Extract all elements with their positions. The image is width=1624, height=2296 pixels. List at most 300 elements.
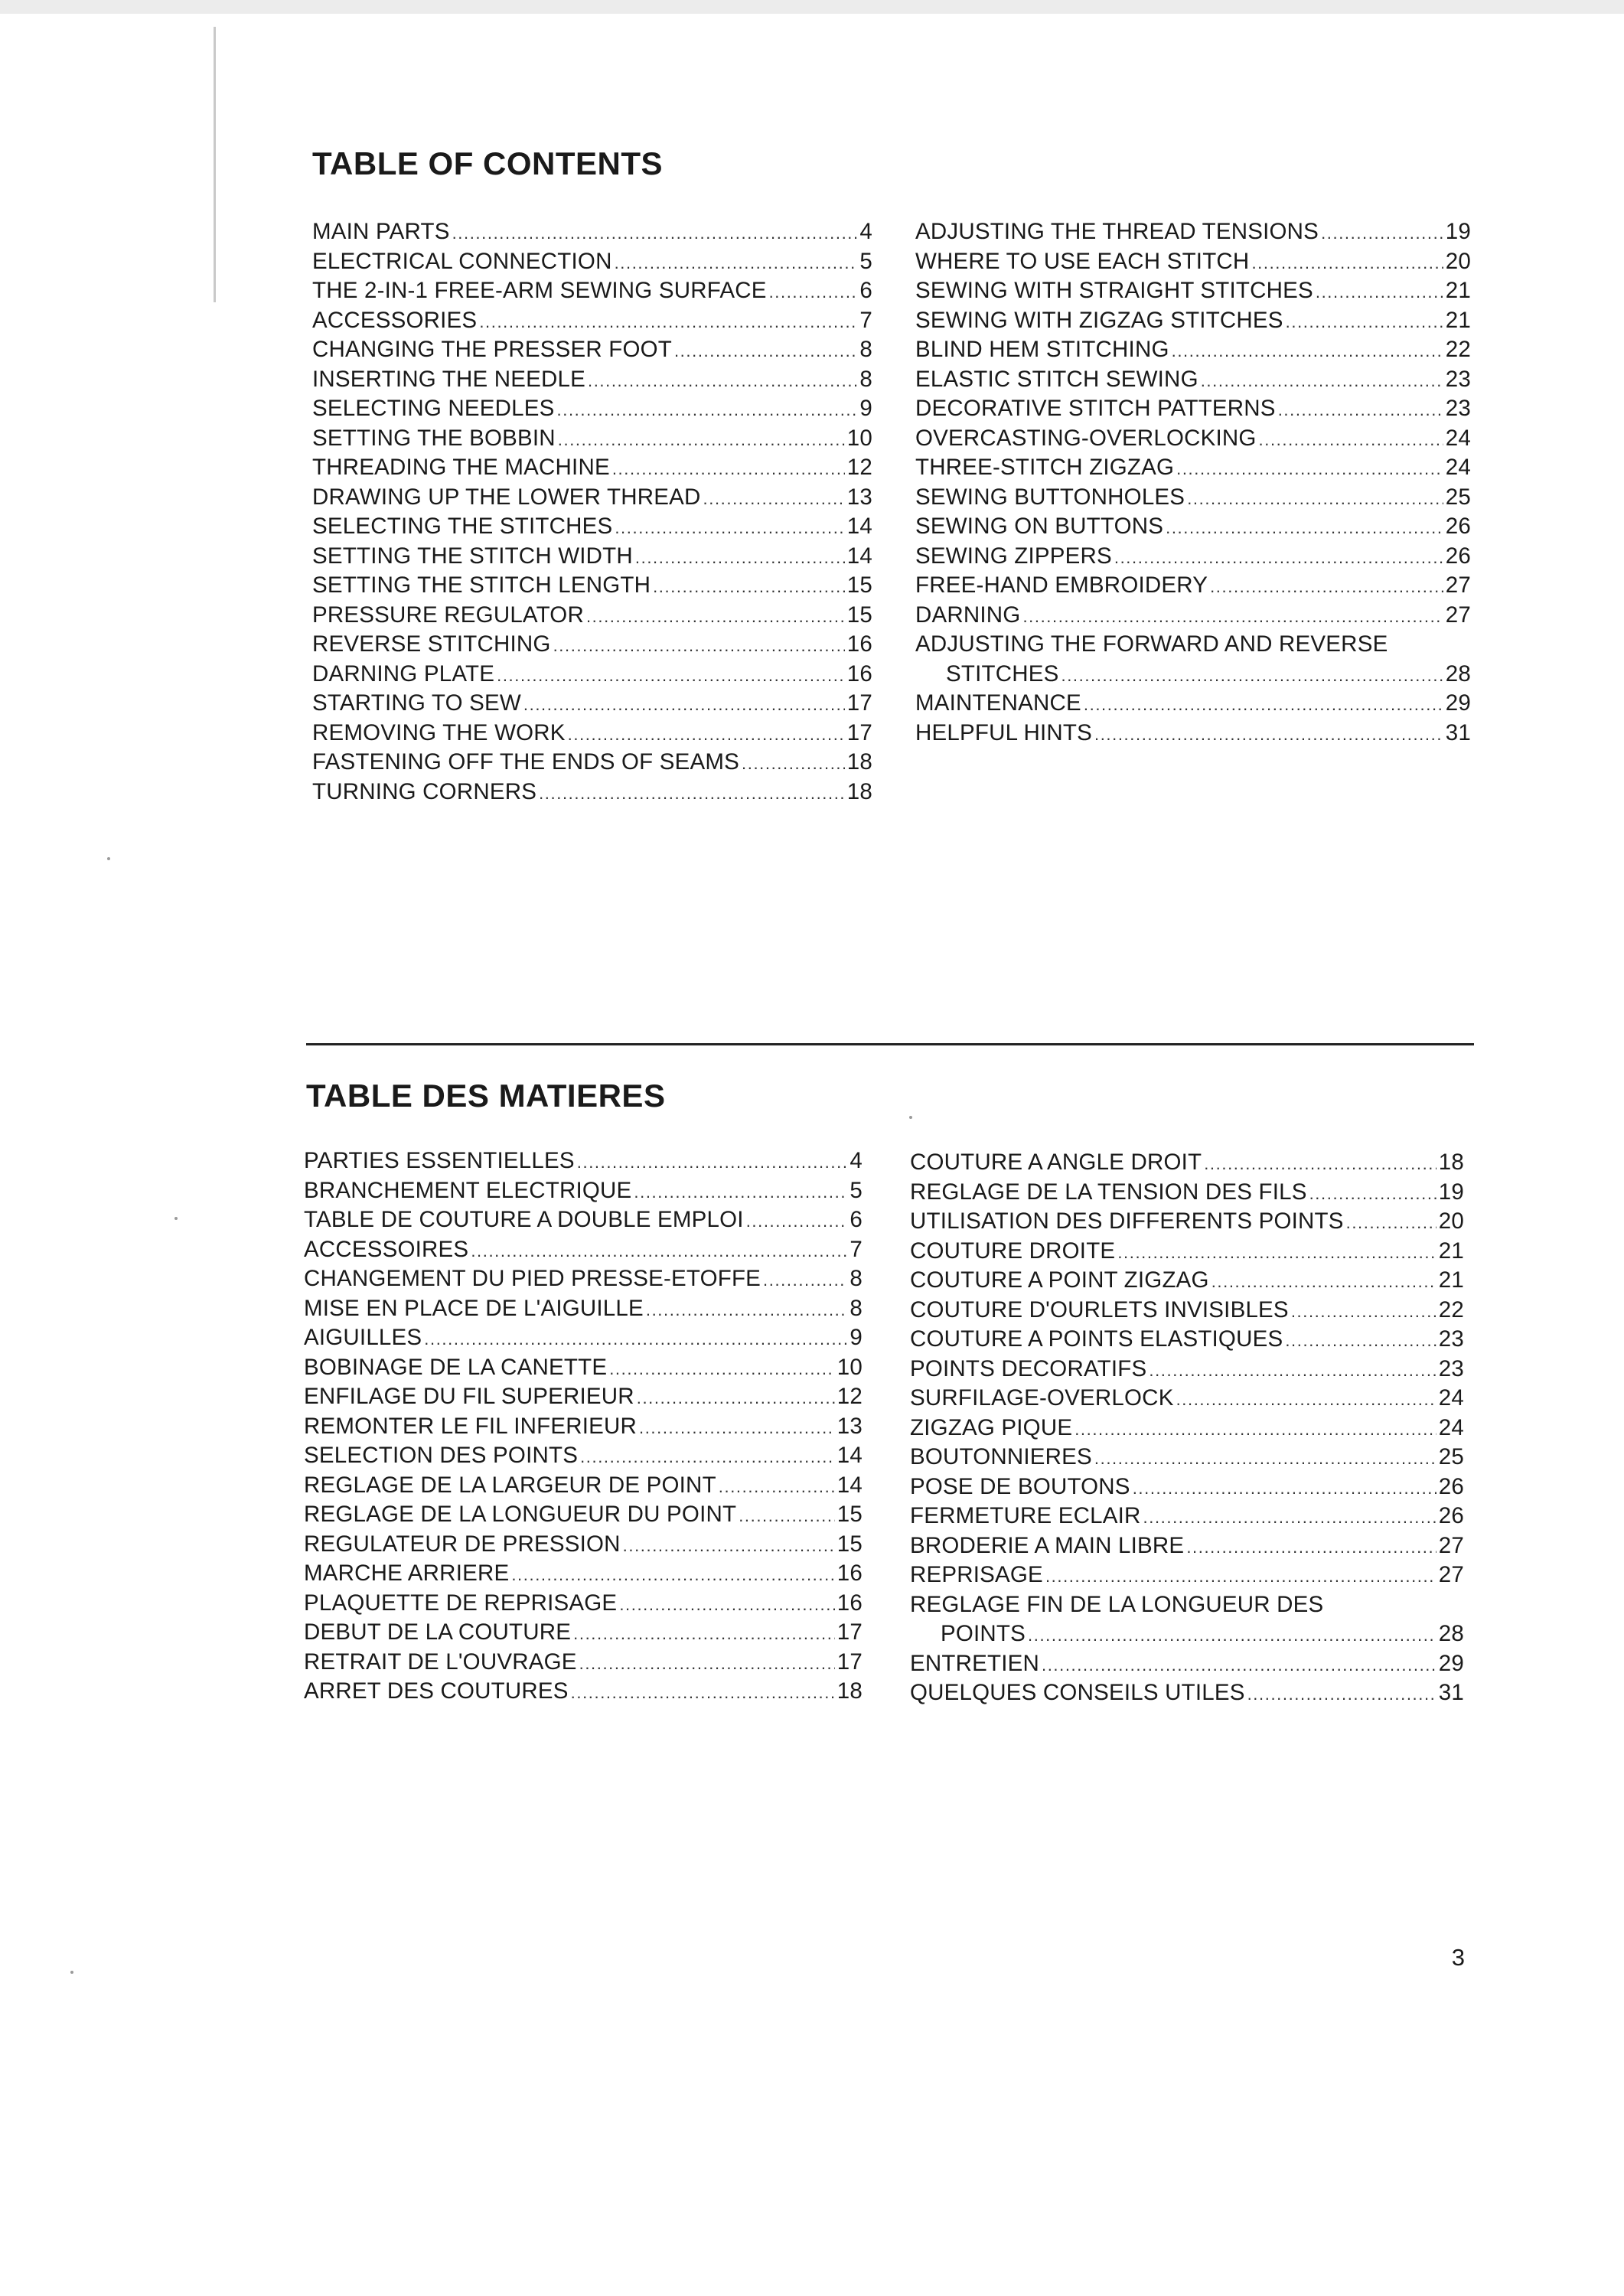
- toc-entry: [304, 1323, 863, 1353]
- dot-leader: [1278, 394, 1443, 424]
- dot-leader: [1133, 1473, 1436, 1502]
- english-toc-left-column: [312, 217, 872, 807]
- toc-entry: [312, 365, 872, 395]
- toc-entry: [910, 1414, 1464, 1443]
- toc-entry: [915, 365, 1471, 395]
- toc-entry-title: DARNING: [915, 602, 1021, 628]
- toc-entry-page: 26: [1445, 514, 1471, 539]
- toc-entry-title: COUTURE DROITE: [910, 1238, 1116, 1264]
- dot-leader: [452, 217, 858, 247]
- dot-leader: [1149, 1355, 1436, 1384]
- toc-entry-title: FERMETURE ECLAIR: [910, 1503, 1141, 1528]
- toc-entry-title: THE 2-IN-1 FREE-ARM SEWING SURFACE: [312, 278, 767, 303]
- toc-entry-title: ACCESSORIES: [312, 307, 478, 333]
- dot-leader: [1346, 1207, 1436, 1237]
- toc-entry-page: 20: [1438, 1208, 1464, 1234]
- toc-entry-title: ADJUSTING THE FORWARD AND REVERSE: [915, 631, 1388, 657]
- toc-entry-title: HELPFUL HINTS: [915, 719, 1092, 745]
- toc-entry-page: 8: [859, 337, 872, 362]
- toc-entry-page: 4: [850, 1148, 863, 1173]
- toc-entry-page: 8: [859, 366, 872, 392]
- toc-entry: [915, 424, 1471, 454]
- toc-entry-page: 8: [850, 1295, 863, 1321]
- dot-leader: [580, 1441, 835, 1471]
- dot-leader: [511, 1559, 834, 1589]
- toc-entry: [312, 335, 872, 365]
- toc-entry: [312, 453, 872, 483]
- toc-entry: [910, 1148, 1464, 1178]
- dot-leader: [739, 1500, 835, 1530]
- toc-entry: [312, 689, 872, 719]
- toc-entry: [910, 1325, 1464, 1355]
- toc-entry-page: 24: [1438, 1414, 1464, 1440]
- toc-entry-title: BRANCHEMENT ELECTRIQUE: [304, 1177, 632, 1203]
- toc-entry-page: 16: [836, 1590, 863, 1616]
- dot-leader: [703, 483, 845, 513]
- dot-leader: [1321, 217, 1443, 247]
- toc-entry-title: REPRISAGE: [910, 1562, 1043, 1587]
- toc-entry-title: MAIN PARTS: [312, 219, 450, 244]
- toc-entry-title: SEWING WITH STRAIGHT STITCHES: [915, 278, 1313, 303]
- toc-entry: [304, 1589, 863, 1619]
- toc-entry: [304, 1412, 863, 1442]
- scan-speck: [909, 1116, 912, 1119]
- toc-entry-page: 26: [1445, 543, 1471, 569]
- dot-leader: [568, 719, 845, 748]
- toc-entry: [910, 1678, 1464, 1708]
- toc-entry-title: REGLAGE DE LA TENSION DES FILS: [910, 1179, 1307, 1205]
- toc-entry-title: FREE-HAND EMBROIDERY: [915, 572, 1208, 598]
- toc-entry-title: SETTING THE STITCH LENGTH: [312, 572, 651, 598]
- dot-leader: [553, 630, 845, 660]
- toc-entry-title: CHANGING THE PRESSER FOOT: [312, 337, 672, 362]
- toc-entry: [910, 1237, 1464, 1267]
- toc-entry-page: 15: [846, 572, 872, 598]
- dot-leader: [719, 1471, 835, 1501]
- toc-entry-page: 14: [836, 1472, 863, 1498]
- toc-entry: [312, 276, 872, 306]
- toc-entry-page: 27: [1445, 602, 1471, 628]
- dot-leader: [1210, 571, 1443, 601]
- toc-entry-page: 16: [846, 631, 872, 657]
- dot-leader: [1186, 1531, 1436, 1561]
- dot-leader: [623, 1530, 835, 1560]
- toc-entry-title: UTILISATION DES DIFFERENTS POINTS: [910, 1208, 1344, 1234]
- toc-entry: [304, 1205, 863, 1235]
- toc-entry: [304, 1353, 863, 1383]
- toc-entry-page: 19: [1438, 1179, 1464, 1205]
- dot-leader: [1251, 247, 1443, 277]
- toc-entry: [304, 1264, 863, 1294]
- toc-entry-title: ZIGZAG PIQUE: [910, 1414, 1073, 1440]
- dot-leader: [573, 1618, 835, 1648]
- toc-entry: [312, 778, 872, 807]
- toc-entry: [915, 542, 1471, 572]
- toc-entry-title: PRESSURE REGULATOR: [312, 602, 584, 628]
- dot-leader: [646, 1294, 848, 1324]
- toc-entry: [910, 1561, 1464, 1590]
- toc-entry-page: 15: [836, 1502, 863, 1527]
- toc-entry-title: FASTENING OFF THE ENDS OF SEAMS: [312, 749, 740, 775]
- toc-entry-page: 21: [1445, 307, 1471, 333]
- toc-entry: [312, 247, 872, 277]
- dot-leader: [1143, 1502, 1436, 1531]
- toc-entry-page: 9: [859, 396, 872, 421]
- dot-leader: [1211, 1266, 1436, 1296]
- toc-entry-title: AIGUILLES: [304, 1325, 422, 1350]
- toc-entry-page: 9: [850, 1325, 863, 1350]
- dot-leader: [1045, 1561, 1436, 1590]
- toc-entry-page: 21: [1438, 1238, 1464, 1264]
- dot-leader: [424, 1323, 847, 1353]
- toc-entry: [304, 1471, 863, 1501]
- toc-entry-page: 13: [836, 1413, 863, 1439]
- toc-entry: [304, 1146, 863, 1176]
- dot-leader: [479, 306, 857, 336]
- toc-entry: [910, 1207, 1464, 1237]
- dot-leader: [1201, 365, 1443, 395]
- toc-entry-page: 20: [1445, 248, 1471, 274]
- toc-entry-title: TABLE DE COUTURE A DOUBLE EMPLOI: [304, 1207, 744, 1232]
- toc-entry-page: 25: [1445, 484, 1471, 510]
- toc-entry-title: INSERTING THE NEEDLE: [312, 366, 585, 392]
- toc-entry-page: 21: [1445, 278, 1471, 303]
- dot-leader: [1247, 1678, 1436, 1708]
- dot-leader: [523, 689, 845, 719]
- toc-entry: [915, 453, 1471, 483]
- dot-leader: [1285, 1325, 1436, 1355]
- toc-entry-title: REGLAGE DE LA LONGUEUR DU POINT: [304, 1502, 737, 1527]
- toc-entry-title: ENFILAGE DU FIL SUPERIEUR: [304, 1384, 634, 1409]
- toc-entry: [910, 1296, 1464, 1326]
- toc-entry: [915, 335, 1471, 365]
- toc-entry: [304, 1441, 863, 1471]
- dot-leader: [571, 1677, 835, 1707]
- dot-leader: [639, 1412, 835, 1442]
- toc-entry: [915, 630, 1471, 660]
- toc-entry: [304, 1500, 863, 1530]
- english-toc-right-column: [915, 217, 1471, 748]
- dot-leader: [1094, 1443, 1436, 1473]
- dot-leader: [1286, 306, 1443, 336]
- dot-leader: [1042, 1649, 1436, 1679]
- toc-entry-title: TURNING CORNERS: [312, 778, 537, 804]
- toc-entry: [312, 424, 872, 454]
- toc-entry-title: MARCHE ARRIERE: [304, 1561, 510, 1586]
- toc-entry: [312, 571, 872, 601]
- toc-entry-page: 18: [1438, 1150, 1464, 1175]
- toc-entry-title: BLIND HEM STITCHING: [915, 337, 1169, 362]
- toc-entry: [312, 542, 872, 572]
- scan-speck: [70, 1971, 73, 1974]
- toc-entry-page: 24: [1438, 1385, 1464, 1411]
- toc-entry: [910, 1384, 1464, 1414]
- toc-entry-page: 15: [846, 602, 872, 628]
- toc-entry: [910, 1355, 1464, 1384]
- dot-leader: [588, 365, 857, 395]
- toc-entry-title: SELECTING NEEDLES: [312, 396, 555, 421]
- toc-entry: [312, 601, 872, 631]
- toc-entry: [910, 1590, 1464, 1620]
- dot-leader: [1309, 1178, 1436, 1208]
- toc-entry: [304, 1618, 863, 1648]
- dot-leader: [1022, 601, 1443, 631]
- toc-entry-title: DEBUT DE LA COUTURE: [304, 1619, 572, 1645]
- toc-entry: [312, 660, 872, 690]
- dot-leader: [615, 512, 844, 542]
- toc-entry-title: SETTING THE BOBBIN: [312, 425, 556, 451]
- binding-shadow: [214, 27, 216, 302]
- toc-entry: [304, 1235, 863, 1265]
- dot-leader: [1084, 689, 1443, 719]
- toc-entry-page: 16: [846, 660, 872, 687]
- toc-entry: [910, 1531, 1464, 1561]
- toc-entry-page: 26: [1438, 1473, 1464, 1499]
- dot-leader: [586, 601, 845, 631]
- toc-entry-page: 15: [836, 1531, 863, 1557]
- toc-entry-page: 8: [850, 1266, 863, 1291]
- page-number: 3: [1451, 1944, 1465, 1971]
- toc-entry-page: 27: [1445, 572, 1471, 598]
- toc-entry-page: 28: [1445, 660, 1471, 687]
- toc-entry: [304, 1530, 863, 1560]
- toc-entry: [312, 306, 872, 336]
- dot-leader: [1061, 660, 1443, 690]
- toc-entry: [304, 1648, 863, 1678]
- toc-entry: [910, 1502, 1464, 1531]
- toc-entry-page: 22: [1438, 1296, 1464, 1322]
- toc-entry-page: 22: [1445, 337, 1471, 362]
- dot-leader: [1172, 335, 1443, 365]
- toc-entry-title: REMOVING THE WORK: [312, 719, 566, 745]
- french-toc-right-column: [910, 1148, 1464, 1708]
- toc-entry: [304, 1677, 863, 1707]
- toc-entry: [312, 483, 872, 513]
- dot-leader: [609, 1353, 835, 1383]
- toc-entry-page: 5: [850, 1177, 863, 1203]
- toc-entry-title: COUTURE D'OURLETS INVISIBLES: [910, 1296, 1289, 1322]
- toc-entry-page: 14: [836, 1443, 863, 1468]
- toc-entry-page: 17: [846, 690, 872, 716]
- toc-entry-page: 13: [846, 484, 872, 510]
- toc-entry-page: 27: [1438, 1532, 1464, 1558]
- toc-entry-page: 17: [836, 1619, 863, 1645]
- toc-entry-page: 7: [850, 1236, 863, 1262]
- toc-entry-title: MAINTENANCE: [915, 690, 1081, 716]
- toc-entry-page: 25: [1438, 1444, 1464, 1469]
- dot-leader: [1187, 483, 1443, 513]
- french-toc-left-column: [304, 1146, 863, 1707]
- toc-entry-title: POINTS: [941, 1621, 1026, 1646]
- dot-leader: [1176, 453, 1443, 483]
- toc-entry-page: 16: [836, 1561, 863, 1586]
- dot-leader: [1259, 424, 1443, 454]
- toc-entry-title: SELECTION DES POINTS: [304, 1443, 579, 1468]
- toc-entry-title: REGLAGE FIN DE LA LONGUEUR DES: [910, 1591, 1324, 1617]
- dot-leader: [471, 1235, 847, 1265]
- toc-entry-title: REMONTER LE FIL INFERIEUR: [304, 1413, 637, 1439]
- toc-entry-title: DRAWING UP THE LOWER THREAD: [312, 484, 701, 510]
- dot-leader: [497, 660, 845, 690]
- dot-leader: [1166, 512, 1443, 542]
- toc-entry-page: 29: [1438, 1650, 1464, 1676]
- toc-entry-page: 23: [1438, 1355, 1464, 1381]
- toc-entry-page: 23: [1445, 396, 1471, 421]
- toc-entry-page: 23: [1445, 366, 1471, 392]
- toc-entry-title: COUTURE A POINTS ELASTIQUES: [910, 1326, 1283, 1352]
- toc-entry-title: COUTURE A POINT ZIGZAG: [910, 1267, 1209, 1293]
- scan-speck: [174, 1217, 178, 1220]
- toc-entry: [910, 1619, 1464, 1649]
- dot-leader: [615, 247, 858, 277]
- dot-leader: [1075, 1414, 1436, 1443]
- toc-entry-title: PLAQUETTE DE REPRISAGE: [304, 1590, 618, 1616]
- dot-leader: [637, 1382, 835, 1412]
- section-divider: [306, 1043, 1474, 1045]
- toc-entry-page: 12: [836, 1384, 863, 1409]
- toc-entry-title: ACCESSOIRES: [304, 1236, 469, 1262]
- toc-entry-title: SEWING BUTTONHOLES: [915, 484, 1185, 510]
- toc-entry-title: THREADING THE MACHINE: [312, 455, 610, 480]
- toc-entry-title: SEWING ZIPPERS: [915, 543, 1112, 569]
- toc-entry-page: 23: [1438, 1326, 1464, 1352]
- dot-leader: [742, 748, 845, 778]
- toc-entry: [304, 1382, 863, 1412]
- toc-entry-page: 14: [846, 543, 872, 569]
- toc-entry-title: ELASTIC STITCH SEWING: [915, 366, 1198, 392]
- toc-entry: [915, 512, 1471, 542]
- toc-entry-title: ENTRETIEN: [910, 1650, 1039, 1676]
- dot-leader: [1114, 542, 1443, 572]
- toc-entry-title: REVERSE STITCHING: [312, 631, 551, 657]
- toc-entry-title: QUELQUES CONSEILS UTILES: [910, 1680, 1245, 1705]
- toc-entry-page: 18: [846, 778, 872, 804]
- toc-entry-title: ARRET DES COUTURES: [304, 1678, 569, 1704]
- toc-entry: [304, 1559, 863, 1589]
- toc-entry-page: 19: [1445, 219, 1471, 244]
- toc-entry-title: POSE DE BOUTONS: [910, 1473, 1130, 1499]
- toc-entry-page: 6: [859, 278, 872, 303]
- french-heading: TABLE DES MATIERES: [306, 1078, 666, 1114]
- dot-leader: [634, 1176, 847, 1206]
- toc-entry: [910, 1473, 1464, 1502]
- dot-leader: [1176, 1384, 1436, 1414]
- dot-leader: [1028, 1619, 1436, 1649]
- toc-entry: [304, 1176, 863, 1206]
- toc-entry-title: COUTURE A ANGLE DROIT: [910, 1150, 1202, 1175]
- dot-leader: [558, 424, 845, 454]
- toc-entry-page: 5: [859, 248, 872, 274]
- toc-entry: [312, 217, 872, 247]
- toc-entry-page: 17: [836, 1649, 863, 1675]
- toc-entry-title: WHERE TO USE EACH STITCH: [915, 248, 1250, 274]
- dot-leader: [577, 1146, 848, 1176]
- dot-leader: [746, 1205, 848, 1235]
- toc-entry: [915, 483, 1471, 513]
- toc-entry: [915, 689, 1471, 719]
- dot-leader: [635, 542, 845, 572]
- toc-entry-page: 24: [1445, 455, 1471, 480]
- toc-entry-page: 10: [846, 425, 872, 451]
- toc-entry-title: POINTS DECORATIFS: [910, 1355, 1147, 1381]
- toc-entry-page: 18: [836, 1678, 863, 1704]
- toc-entry: [915, 394, 1471, 424]
- dot-leader: [769, 276, 858, 306]
- toc-entry-title: PARTIES ESSENTIELLES: [304, 1148, 575, 1173]
- toc-entry-title: STITCHES: [946, 660, 1059, 687]
- toc-entry: [312, 630, 872, 660]
- toc-entry-title: SURFILAGE-OVERLOCK: [910, 1385, 1174, 1411]
- toc-entry-title: SELECTING THE STITCHES: [312, 514, 613, 539]
- toc-entry-page: 14: [846, 514, 872, 539]
- dot-leader: [619, 1589, 834, 1619]
- dot-leader: [1316, 276, 1443, 306]
- toc-entry-page: 28: [1438, 1621, 1464, 1646]
- toc-entry-page: 17: [846, 719, 872, 745]
- toc-entry-title: REGLAGE DE LA LARGEUR DE POINT: [304, 1472, 716, 1498]
- toc-entry-title: BRODERIE A MAIN LIBRE: [910, 1532, 1185, 1558]
- toc-entry: [915, 306, 1471, 336]
- toc-entry-title: THREE-STITCH ZIGZAG: [915, 455, 1175, 480]
- toc-entry-page: 21: [1438, 1267, 1464, 1293]
- toc-entry-title: RETRAIT DE L'OUVRAGE: [304, 1649, 577, 1675]
- toc-entry: [915, 217, 1471, 247]
- toc-entry-title: DARNING PLATE: [312, 660, 495, 687]
- dot-leader: [1117, 1237, 1436, 1267]
- toc-entry-page: 18: [846, 749, 872, 775]
- toc-entry-page: 26: [1438, 1503, 1464, 1528]
- toc-entry-page: 31: [1438, 1680, 1464, 1705]
- dot-leader: [612, 453, 845, 483]
- toc-entry: [910, 1266, 1464, 1296]
- toc-entry-page: 4: [859, 219, 872, 244]
- toc-entry-page: 10: [836, 1354, 863, 1380]
- toc-entry-page: 6: [850, 1207, 863, 1232]
- toc-entry: [915, 571, 1471, 601]
- toc-entry: [915, 719, 1471, 748]
- dot-leader: [1094, 719, 1443, 748]
- toc-entry-title: BOBINAGE DE LA CANETTE: [304, 1354, 608, 1380]
- dot-leader: [1291, 1296, 1436, 1326]
- toc-entry-title: STARTING TO SEW: [312, 690, 521, 716]
- toc-entry: [910, 1443, 1464, 1473]
- scan-speck: [107, 857, 110, 860]
- dot-leader: [557, 394, 858, 424]
- toc-entry: [910, 1649, 1464, 1679]
- toc-entry: [312, 512, 872, 542]
- toc-entry: [915, 601, 1471, 631]
- toc-entry-page: 12: [846, 455, 872, 480]
- toc-entry-page: 7: [859, 307, 872, 333]
- toc-entry: [312, 719, 872, 748]
- toc-entry: [910, 1178, 1464, 1208]
- toc-entry-page: 31: [1445, 719, 1471, 745]
- toc-entry-title: OVERCASTING-OVERLOCKING: [915, 425, 1257, 451]
- toc-entry-title: SEWING WITH ZIGZAG STITCHES: [915, 307, 1283, 333]
- toc-entry-title: CHANGEMENT DU PIED PRESSE-ETOFFE: [304, 1266, 761, 1291]
- toc-entry: [304, 1294, 863, 1324]
- toc-entry-page: 24: [1445, 425, 1471, 451]
- dot-leader: [579, 1648, 835, 1678]
- toc-entry-title: MISE EN PLACE DE L'AIGUILLE: [304, 1295, 644, 1321]
- dot-leader: [539, 778, 845, 807]
- toc-entry-title: ELECTRICAL CONNECTION: [312, 248, 612, 274]
- scan-top-edge: [0, 0, 1624, 14]
- toc-entry: [915, 276, 1471, 306]
- toc-entry-title: REGULATEUR DE PRESSION: [304, 1531, 621, 1557]
- toc-entry: [915, 660, 1471, 690]
- toc-entry: [312, 394, 872, 424]
